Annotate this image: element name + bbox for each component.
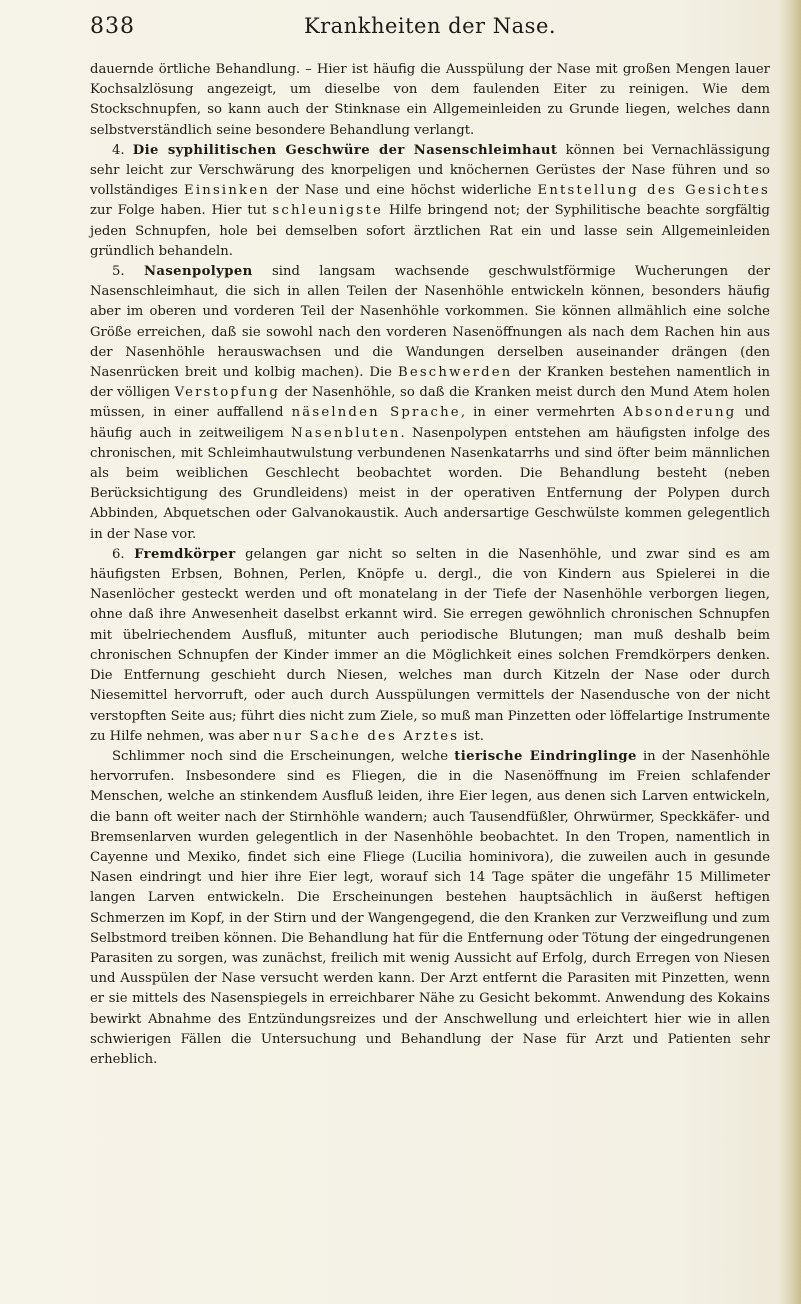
item-number: 6. xyxy=(112,546,125,562)
paragraph-text: zur Folge haben. Hier tut xyxy=(90,203,267,219)
paragraph-text: können bei Vernachlässigung sehr leicht zur Verschwärung des knorpeligen und knöchernen Gerüstes der Nase führen und so vollständiges xyxy=(90,142,771,199)
emphasis-text: Einsinken xyxy=(184,183,270,199)
paragraph-animal-intruders xyxy=(90,747,770,1070)
emphasis-text: Nasenbluten xyxy=(291,425,401,441)
paragraph-text: Hilfe bringend not; der Syphilitische beachte sorgfältig jeden Schnupfen, hole bei demselben sofort ärztlichen Rat ein und lasse sein Allgemeinleiden gründlich behandeln. xyxy=(90,203,770,259)
emphasis-text: schleunigste xyxy=(272,203,384,219)
paragraph-text: gelangen gar nicht so selten in die Nasenhöhle, und zwar sind es am häufigsten Erbsen, Bohnen, Perlen, Knöpfe u. dergl., die von Kindern aus Spielerei in die Nasenlöcher gesteckt werden und oft monatelang in der Tiefe der Nasenhöhle verborgen liegen, ohne daß ihre Anwesenheit daselbst erkannt wird. Sie erregen gewöhnlich chronischen Schnupfen mit übelriechendem Ausfluß, mitunter auch periodische Blutungen; man muß deshalb beim chronischen Schnupfen der Kinder immer an die Möglichkeit eines solchen Fremdkörpers denken. Die Entfernung geschieht durch Niesen, welches man durch Kitzeln der Nase oder durch Niesemittel hervorruft, oder auch durch Ausspülungen vermittels der Nasendusche von der nicht verstopften Seite aus; führt dies nicht zum Ziele, so muß man Pinzetten oder löffelartige Instrumente zu Hilfe nehmen, was aber xyxy=(90,546,770,744)
paragraph-text: der Nase und eine höchst widerliche xyxy=(276,183,532,199)
paragraph-text: dauernde örtliche Behandlung. – Hier ist häufig die Ausspülung der Nase mit großen Mengen lauer Kochsalzlösung angezeigt, um dieselbe von dem faulenden Eiter zu reinigen. Wie dem Stockschnupfen, so kann auch der Stinknase ein Allgemeinleiden zu Grunde liegen, welches dann selbstverständlich seine besondere Behandlung verlangt. xyxy=(90,62,770,138)
emphasis-text: Absonderung xyxy=(623,405,737,421)
section-term: Die syphilitischen Geschwüre der Nasenschleimhaut xyxy=(132,142,558,158)
emphasis-text: Verstopfung xyxy=(174,385,280,401)
paragraph-text: in der Nasenhöhle hervorrufen. Insbesondere sind es Fliegen, die in die Nasenöffnung im Freien schlafender Menschen, welche an stinkendem Ausfluß leiden, ihre Eier legen, aus denen sich Larven entwickeln, die bann oft weiter nach der Stirnhöhle wandern; auch Tausendfüßler, Ohrwürmer, Speckkäfer- und Bremsenlarven wurden gelegentlich in der Nasenhöhle beobachtet. In den Tropen, namentlich in Cayenne und Mexiko, findet sich eine Fliege (Lucilia hominivora), die zuweilen auch in gesunde Nasen eindringt und hier ihre Eier legt, worauf sich 14 Tage später die ungefähr 15 Millimeter langen Larven entwickeln. Die Erscheinungen bestehen hauptsächlich in äußerst heftigen Schmerzen im Kopf, in der Stirn und der Wangengegend, die den Kranken zur Verzweiflung und zum Selbstmord treiben können. Die Behandlung hat für die Entfernung oder Tötung der eingedrungenen Parasiten zu sorgen, was zunächst, freilich mit wenig Aussicht auf Erfolg, durch Erregen von Niesen und Ausspülen der Nase versucht werden kann. Der Arzt entfernt die Parasiten mit Pinzetten, wenn er sie mittels des Nasenspiegels in erreichbarer Nähe zu Gesicht bekommt. Anwendung des Kokains bewirkt Abnahme des Entzündungsreizes und der Anschwellung und erleichtert hier wie in allen schwierigen Fällen die Untersuchung und Behandlung der Nase für Arzt und Patienten sehr erheblich. xyxy=(90,748,770,1067)
emphasis-text: näselnden Sprache xyxy=(291,405,461,421)
paragraph-text: der Kranken bestehen namentlich in der völligen xyxy=(90,365,770,401)
item-number: 4. xyxy=(112,142,125,158)
section-term: Nasenpolypen xyxy=(143,264,253,280)
paragraph-text: und häufig auch in zeitweiligem xyxy=(90,405,770,441)
section-term: Fremdkörper xyxy=(134,546,236,562)
paragraph-stinknase-treatment xyxy=(90,60,770,141)
page-header xyxy=(90,14,770,50)
body-text xyxy=(90,60,770,1070)
paragraph-syphilitic-ulcers xyxy=(90,141,770,262)
paragraph-text: ist. xyxy=(463,728,484,744)
paragraph-text: der Nasenhöhle, so daß die Kranken meist durch den Mund Atem holen müssen, in einer auffallend xyxy=(90,385,771,421)
emphasis-text: Beschwerden xyxy=(397,365,513,381)
emphasis-text: Entstellung des Gesichtes xyxy=(537,183,770,199)
section-term: tierische Eindringlinge xyxy=(454,748,637,764)
item-number: 5. xyxy=(112,264,125,280)
running-title: Krankheiten der Nase. xyxy=(303,14,557,38)
paragraph-foreign-bodies xyxy=(90,545,770,747)
paragraph-text: . Nasenpolypen entstehen am häufigsten infolge des chronischen, mit Schleimhautwulstung verbundenen Nasenkatarrhs und sind öfter beim männlichen als beim weiblichen Geschlecht beobachtet worden. Die Behandlung besteht (neben Berücksichtigung des Grundleidens) meist in der operativen Entfernung der Polypen durch Abbinden, Abquetschen oder Galvanokaustik. Auch andersartige Geschwülste kommen gelegentlich in der Nase vor. xyxy=(90,425,771,542)
paragraph-text: , in einer vermehrten xyxy=(460,405,615,421)
page-number: 838 xyxy=(90,14,135,39)
paragraph-text: sind langsam wachsende geschwulstförmige Wucherungen der Nasenschleimhaut, die sich in allen Teilen der Nasenhöhle entwickeln können, besonders häufig aber im oberen und vorderen Teil der Nasenhöhle vorkommen. Sie können allmählich eine solche Größe erreichen, daß sie sowohl nach den vorderen Nasenöffnungen als nach dem Rachen hin aus der Nasenhöhle herauswachsen und die Wandungen derselben auseinander drängen (den Nasenrücken breit und kolbig machen). Die xyxy=(90,264,770,381)
paragraph-text: Schlimmer noch sind die Erscheinungen, welche xyxy=(112,748,449,764)
page-edge-shadow xyxy=(779,0,801,1304)
emphasis-text: nur Sache des Arztes xyxy=(273,728,460,744)
paragraph-nasal-polyps xyxy=(90,262,770,545)
